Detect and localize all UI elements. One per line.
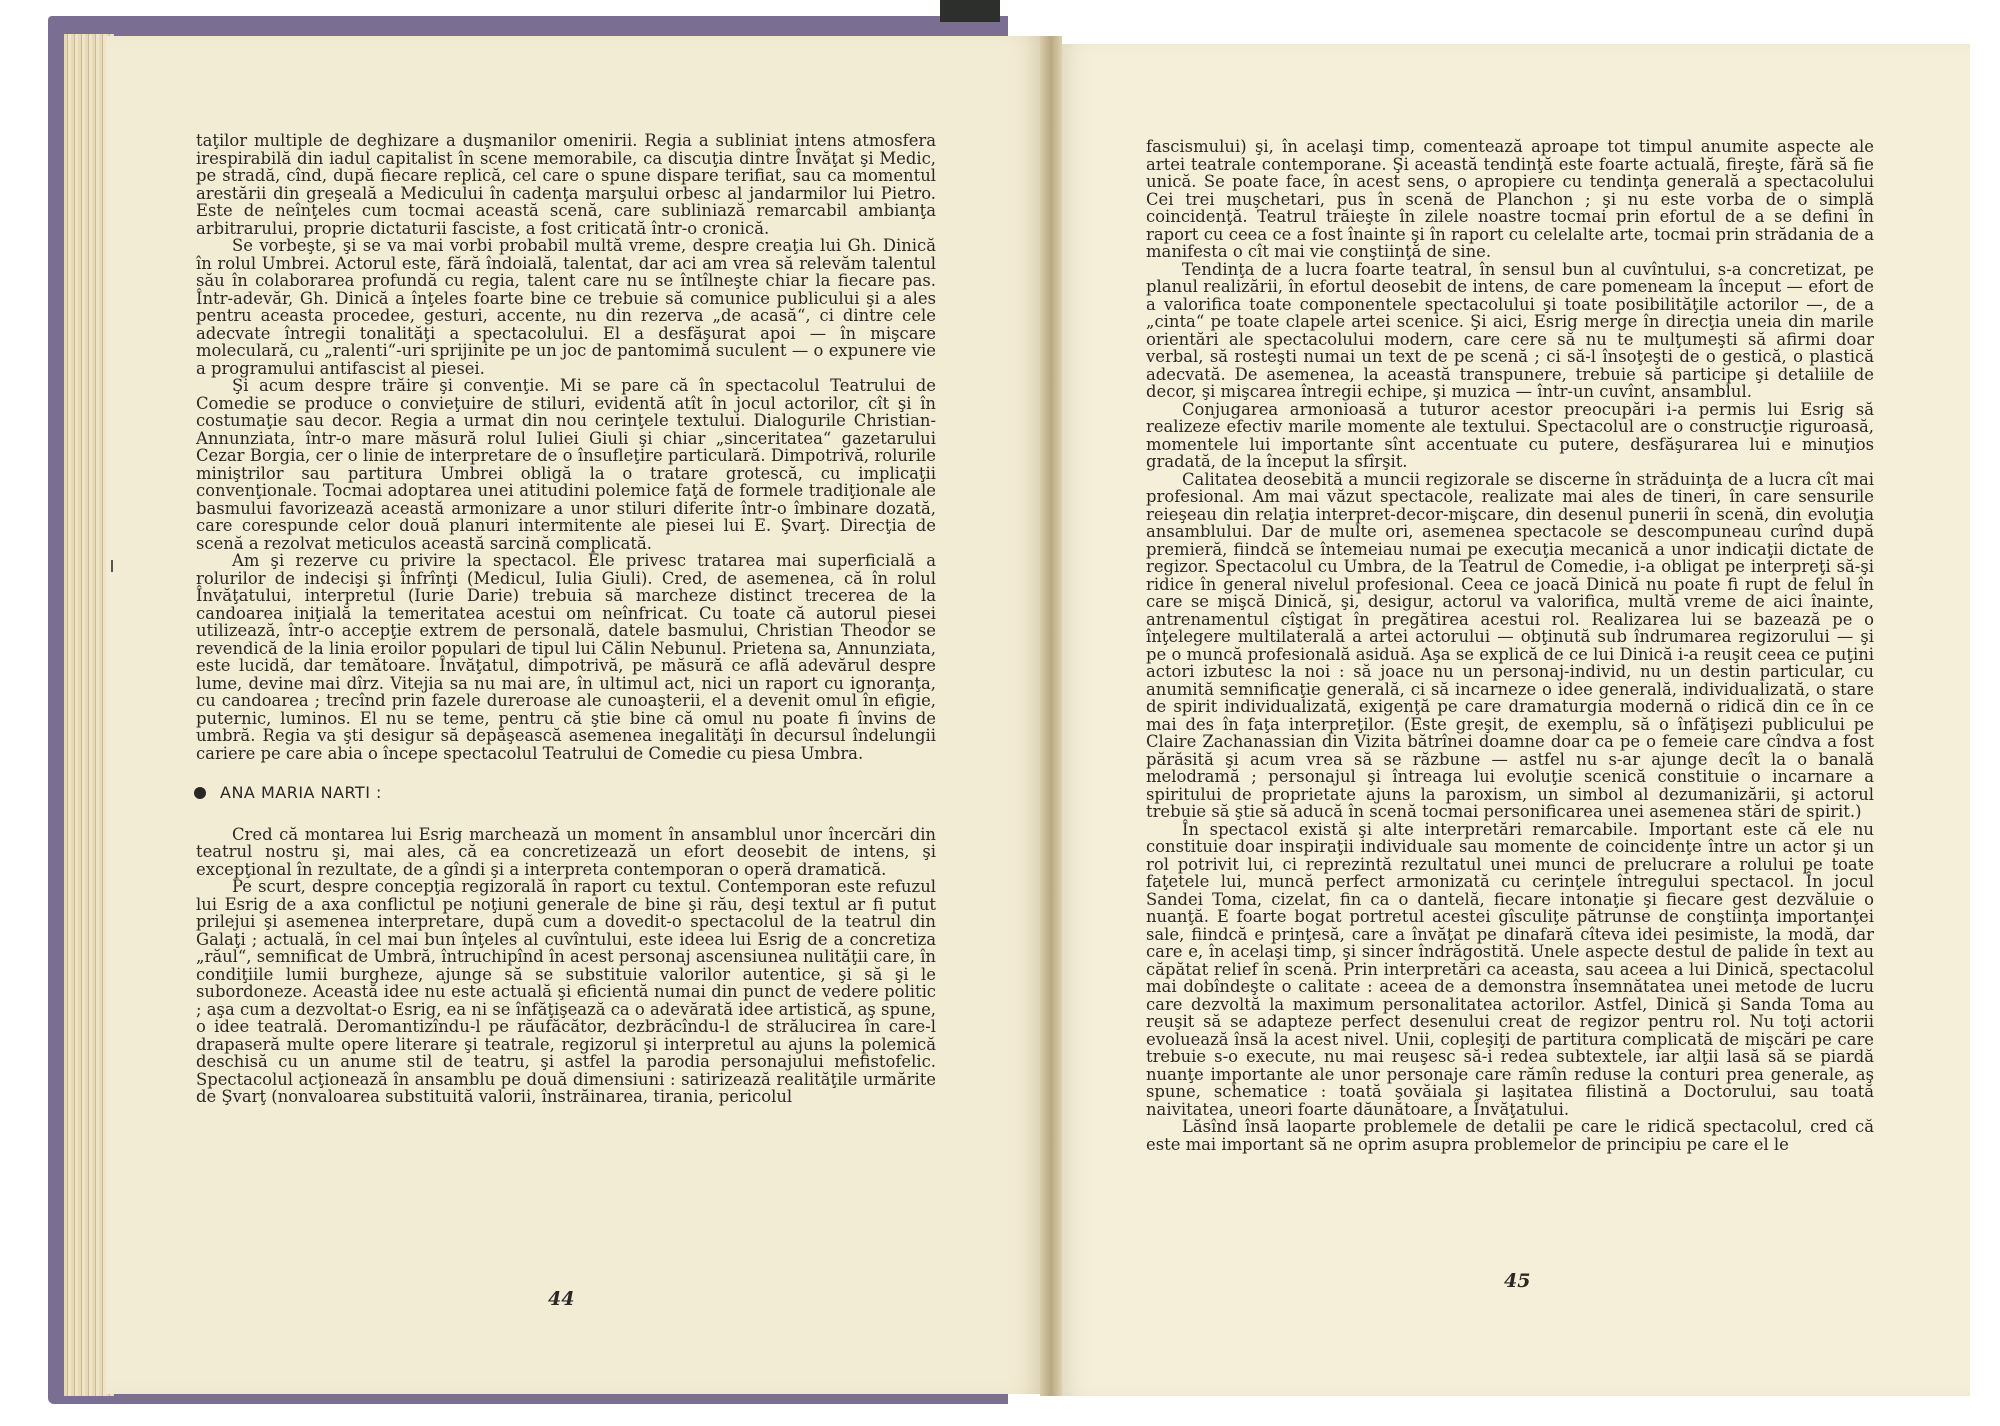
dark-background-corner [940, 0, 1000, 22]
paragraph: Se vorbeşte, şi se va mai vorbi probabil multă vreme, despre creaţia lui Gh. Dinică în rolul Umbrei. Actorul este, fără îndoială, talentat, dar aci am vrea să relevăm talentul său în colaborarea profundă cu regia, talent care nu se întîlneşte chiar la fiecare pas. Într-adevăr, Gh. Dinică a înţeles foarte bine ce trebuie să comunice publicului şi a ales pentru aceasta procedee, gesturi, accente, nu din rezerva „de acasă“, ci dintre cele adecvate întregii tonalităţi a spectacolului. El a desfăşurat apoi — în mişcare moleculară, cu „ralenti“-uri sprijinite pe un joc de pantomimă suculent — o expunere vie a programului antifascist al piesei. [196, 236, 936, 378]
paragraph: Cred că montarea lui Esrig marchează un moment în ansamblul unor încercări din teatrul nostru şi, mai ales, că ea concretizează un efort deosebit de intens, şi excepţional în rezultate, de a gîndi şi a interpreta contemporan o operă dramatică. [196, 824, 936, 879]
paragraph: În spectacol există şi alte interpretări remarcabile. Important este că ele nu constituie doar inspiraţii individuale sau momente de coincidenţe între un actor şi un rol potrivit lui, ci reprezintă rezultatul unei munci de prelucrare a rolului pe toate faţetele lui, muncă perfect armonizată cu cerinţele întregului spectacol. În jocul Sandei Toma, cizelat, fin ca o dantelă, fiecare intonaţie şi fiecare gest dezvăluie o nuanţă. E foarte bogat portretul acestei gîsculiţe pătrunse de conştiinţa importanţei sale, fiindcă e prinţesă, care a învăţat pe dinafară cîteva idei pesimiste, la modă, dar care e, în acelaşi timp, şi sincer îndrăgostită. Unele aspecte destul de palide în text au căpătat relief în scenă. Prin interpretări ca aceasta, sau aceea a lui Dinică, spectacolul mai dobîndeşte o calitate : aceea de a demonstra însemnătatea unei metode de lucru care dezvoltă la maximum personalitatea actorilor. Astfel, Dinică şi Sanda Toma au reuşit să se adapteze perfect desenului creat de regizor pentru rol. Nu toţi actorii evoluează însă la acest nivel. Unii, copleşiţi de partitura complicată de mişcări pe care trebuie s-o execute, nu mai reuşesc să-i redea subtextele, iar alţii lasă să se piardă nuanţe importante ale unor personaje care rămîn reduse la conturi prea generale, aş spune, schematice : toată şovăiala şi laşitatea filistină a Doctorului, sau toată naivitatea, uneori foarte dăunătoare, a Învăţatului. [1146, 819, 1874, 1119]
left-page-text [196, 132, 936, 1106]
book-gutter [1040, 36, 1062, 1396]
page-number-left: 44 [548, 1288, 575, 1310]
paragraph: Lăsînd însă laoparte problemele de detalii pe care le ridică spectacolul, cred că este mai important să ne oprim asupra problemelor de principiu pe care el le [1146, 1117, 1874, 1154]
paragraph: Şi acum despre trăire şi convenţie. Mi se pare că în spectacolul Teatrului de Comedie se produce o convieţuire de stiluri, evidentă atît în jocul actorilor, cît şi în costumaţie sau decor. Regia a urmat din nou cerinţele textului. Dialogurile Christian-Annunziata, într-o mare măsură rolul Iuliei Giuli şi chiar „sinceritatea“ gazetarului Cezar Borgia, cer o linie de interpretare de o însufleţire particulară. Dimpotrivă, rolurile miniştrilor sau partitura Umbrei obligă la o tratare grotescă, cu implicaţii convenţionale. Tocmai adoptarea unei atitudini polemice faţă de formele tradiţionale ale basmului favorizează această armonizare a unor stiluri diferite într-o îmbinare dozată, care corespunde celor două planuri intermitente ale piesei lui E. Şvarţ. Direcţia de scenă a rezolvat meticulos această sarcină complicată. [196, 376, 936, 553]
paragraph: fascismului) şi, în acelaşi timp, comentează aproape tot timpul anumite aspecte ale artei teatrale contemporane. Şi această tendinţă este foarte actuală, fireşte, fără să fie unică. Se poate face, în acest sens, o apropiere cu tendinţa generală a spectacolului Cei trei muşchetari, pus în scenă de Planchon ; şi nu este vorba de o simplă coincidenţă. Teatrul trăieşte în zilele noastre tocmai prin efortul de a se defini în raport cu ceea ce a fost înainte şi în raport cu celelalte arte, tocmai prin strădania de a manifesta o cît mai vie conştiinţă de sine. [1146, 137, 1874, 261]
margin-mark [111, 560, 113, 572]
paragraph: taţilor multiple de deghizare a duşmanilor omenirii. Regia a subliniat intens atmosfera irespirabilă din iadul capitalist în scene memorabile, ca discuţia dintre Învăţat şi Medic, pe stradă, cînd, după fiecare replică, cel care o spune dispare terifiat, sau ca momentul arestării din greşeală a Medicului în cadenţa marşului orbesc al jandarmilor lui Pietro. Este de neînţeles cum tocmai această scenă, care subliniază remarcabil ambianţa arbitrarului, proprie dictaturii fasciste, a fost criticată într-o cronică. [196, 131, 936, 238]
paragraph: Am şi rezerve cu privire la spectacol. Ele privesc tratarea mai superficială a rolurilor de indecişi şi înfrînţi (Medicul, Iulia Giuli). Cred, de asemenea, că în rolul Învăţatului, interpretul (Iurie Darie) trebuia să marcheze distinct trecerea de la candoarea iniţială la temeritatea acestui om neînfricat. Cu toate că autorul piesei utilizează, într-o accepţie extrem de personală, datele basmului, Christian Theodor se revendică de la linia eroilor populari de tipul lui Călin Nebunul. Prietena sa, Annunziata, este lucidă, dar temătoare. Învăţatul, dimpotrivă, pe măsură ce află adevărul despre lume, devine mai dîrz. Vitejia sa nu mai are, în ultimul act, nici un raport cu ignoranţa, cu candoarea ; trecînd prin fazele dureroase ale cunoaşterii, el a devenit omul în efigie, puternic, luminos. El nu se teme, pentru că ştie bine că omul nu poate fi învins de umbră. Regia va şti desigur să depăşească asemenea inegalităţi în decursul îndelungii cariere pe care abia o începe spectacolul Teatrului de Comedie cu piesa Umbra. [196, 551, 936, 763]
paragraph: Conjugarea armonioasă a tuturor acestor preocupări i-a permis lui Esrig să realizeze efectiv marile momente ale textului. Spectacolul are o construcţie riguroasă, momentele lui importante sînt accentuate cu putere, desfăşurarea lui e minuţios gradată, de la început la sfîrşit. [1146, 399, 1874, 471]
paragraph: Pe scurt, despre concepţia regizorală în raport cu textul. Contemporan este refuzul lui Esrig de a axa conflictul pe noţiuni generale de bine şi rău, deşi textul ar fi putut prilejui şi asemenea interpretare, după cum a dovedit-o spectacolul de la teatrul din Galaţi ; actuală, în cel mai bun înţeles al cuvîntului, este ideea lui Esrig de a concretiza „răul“, semnificat de Umbră, întruchipînd în acest personaj ascensiunea nulităţii care, în condiţiile lumii burgheze, ajunge să se substituie valorilor autentice, şi să şi le subordoneze. Această idee nu este actuală şi eficientă numai din punct de vedere politic ; aşa cum a dezvoltat-o Esrig, ea ni se înfăţişează ca o adevărată idee artistică, aş spune, o idee teatrală. Deromantizîndu-l pe răufăcător, dezbrăcîndu-l de strălucirea în care-l drapaseră multe opere literare şi teatrale, regizorul şi interpretul au ajuns la polemică deschisă cu un anume stil de teatru, şi astfel la parodia personajului mefistofelic. Spectacolul acţionează în ansamblu pe două dimensiuni : satirizează realităţile urmărite de Şvarţ (nonvaloarea substituită valorii, înstrăinarea, tirania, pericolul [196, 877, 936, 1106]
right-page-text [1146, 138, 1874, 1153]
section-heading-text: ANA MARIA NARTI : [220, 783, 382, 802]
paragraph: Calitatea deosebită a muncii regizorale se discerne în străduinţa de a lucra cît mai profesional. Am mai văzut spectacole, realizate mai ales de tineri, în care sensurile reieşeau din relaţia interpret-decor-mişcare, din desenul punerii în scenă, din evoluţia ansamblului. Dar de multe ori, asemenea spectacole se descompuneau curînd după premieră, fiindcă se întemeiau numai pe execuţia mecanică a unor indicaţii dictate de regizor. Spectacolul cu Umbra, de la Teatrul de Comedie, i-a obligat pe interpreţi să-şi ridice în general nivelul profesional. Ceea ce joacă Dinică nu poate fi rupt de felul în care se mişcă Dinică, şi, desigur, actorul va valorifica, multă vreme de aici înainte, antrenamentul cîştigat în pregătirea acestui rol. Realizarea lui se bazează pe o înţelegere multilaterală a artei actorului — obţinută sub îndrumarea regizorului — şi pe o muncă profesională asiduă. Aşa se explică de ce lui Dinică i-a reuşit ceea ce puţini actori izbutesc la noi : să joace nu un personaj-individ, nu un destin particular, cu anumită semnificaţie generală, ci să incarneze o idee generală, individualizată, o stare de spirit individualizată, exigenţă pe care dramaturgia modernă o ridică din ce în ce mai des în faţa interpreţilor. (Este greşit, de exemplu, să o înfăţişezi publicului pe Claire Zachanassian din Vizita bătrînei doamne doar ca pe o femeie care cîndva a fost părăsită şi acum vrea să se răzbune — astfel nu s-ar ajunge decît la o banală melodramă ; personajul şi întreaga lui evoluţie scenică constituie o incarnare a spiritului de proprietate ajuns la paroxism, un simbol al dezumanizării, şi actorul trebuie să ştie să aducă în scenă tocmai personificarea unei asemenea stări de spirit.) [1146, 469, 1874, 821]
bullet-icon [194, 787, 206, 799]
page-number-right: 45 [1504, 1270, 1531, 1292]
section-heading [196, 784, 936, 802]
paragraph: Tendinţa de a lucra foarte teatral, în sensul bun al cuvîntului, s-a concretizat, pe planul realizării, în efortul deosebit de intens, de care pomeneam la început — efort de a valorifica toate componentele spectacolului şi toate posibilităţile actorilor —, de a „cinta“ pe toate clapele artei scenice. Şi aici, Esrig merge în direcţia uneia din marile orientări ale spectacolului modern, care cere să nu te mulţumeşti să afirmi doar verbal, să rosteşti numai un text de pe scenă ; ci să-l însoţeşti de o gestică, o plastică adecvată. De asemenea, la această transpunere, trebuie să participe şi detaliile de decor, şi mişcarea întregii echipe, şi muzica — într-un cuvînt, ansamblul. [1146, 259, 1874, 401]
